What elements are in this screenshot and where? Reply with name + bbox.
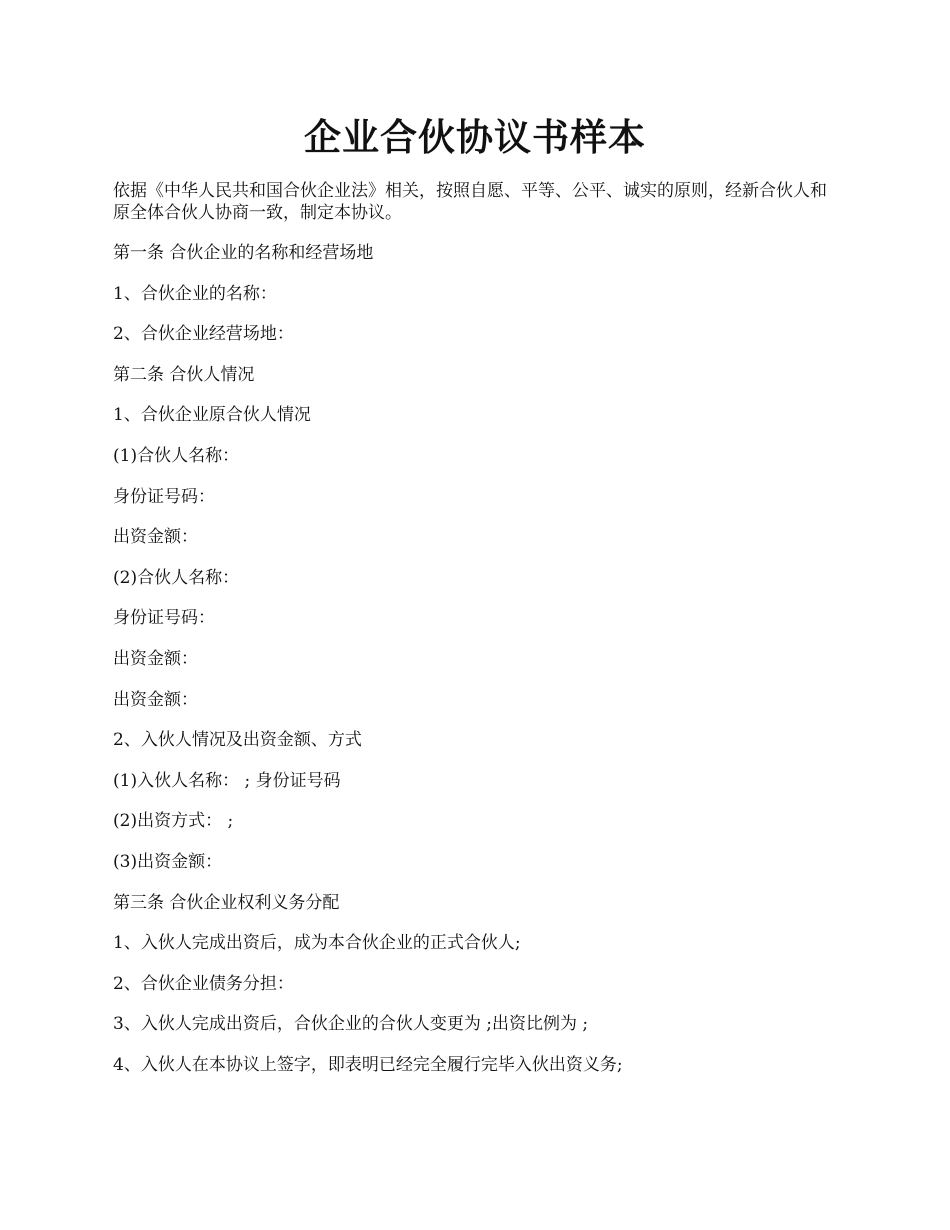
- contribution-amount-line: (3)出资金额：: [113, 851, 223, 872]
- clause-3-2: 2、合伙企业债务分担：: [113, 973, 294, 994]
- original-partners-line: 1、合伙企业原合伙人情况: [113, 405, 311, 426]
- new-partner-name-line: (1)入伙人名称： ; 身份证号码: [113, 770, 341, 791]
- document-body: [113, 180, 843, 1094]
- new-partner-heading: 2、入伙人情况及出资金额、方式: [113, 730, 362, 751]
- partner-2-amount-line: 出资金额：: [113, 648, 198, 669]
- article-1-heading: 第一条 合伙企业的名称和经营场地: [113, 243, 374, 263]
- partner-1-name-line: (1)合伙人名称：: [113, 445, 240, 466]
- contribution-method-line: (2)出资方式： ;: [113, 811, 234, 832]
- enterprise-site-line: 2、合伙企业经营场地：: [113, 324, 294, 345]
- partner-2-id-line: 身份证号码：: [113, 608, 215, 629]
- partner-1-amount-line: 出资金额：: [113, 527, 198, 548]
- partner-1-id-line: 身份证号码：: [113, 486, 215, 507]
- clause-3-1: 1、入伙人完成出资后，成为本合伙企业的正式合伙人;: [113, 933, 521, 954]
- intro-paragraph: 依据《中华人民共和国合伙企业法》相关，按照自愿、平等、公平、诚实的原则，经新合伙人和原全体合伙人协商一致，制定本协议。: [113, 181, 827, 223]
- clause-3-4: 4、入伙人在本协议上签字，即表明已经完全履行完毕入伙出资义务;: [113, 1054, 623, 1075]
- article-3-heading: 第三条 合伙企业权利义务分配: [113, 892, 340, 913]
- partner-2-name-line: (2)合伙人名称：: [113, 567, 240, 588]
- article-2-heading: 第二条 合伙人情况: [113, 364, 255, 385]
- enterprise-name-line: 1、合伙企业的名称：: [113, 283, 277, 304]
- partner-2-amount-line-repeat: 出资金额：: [113, 689, 198, 710]
- clause-3-3: 3、入伙人完成出资后，合伙企业的合伙人变更为 ;出资比例为 ;: [113, 1014, 589, 1035]
- document-title: 企业合伙协议书样本: [304, 115, 646, 159]
